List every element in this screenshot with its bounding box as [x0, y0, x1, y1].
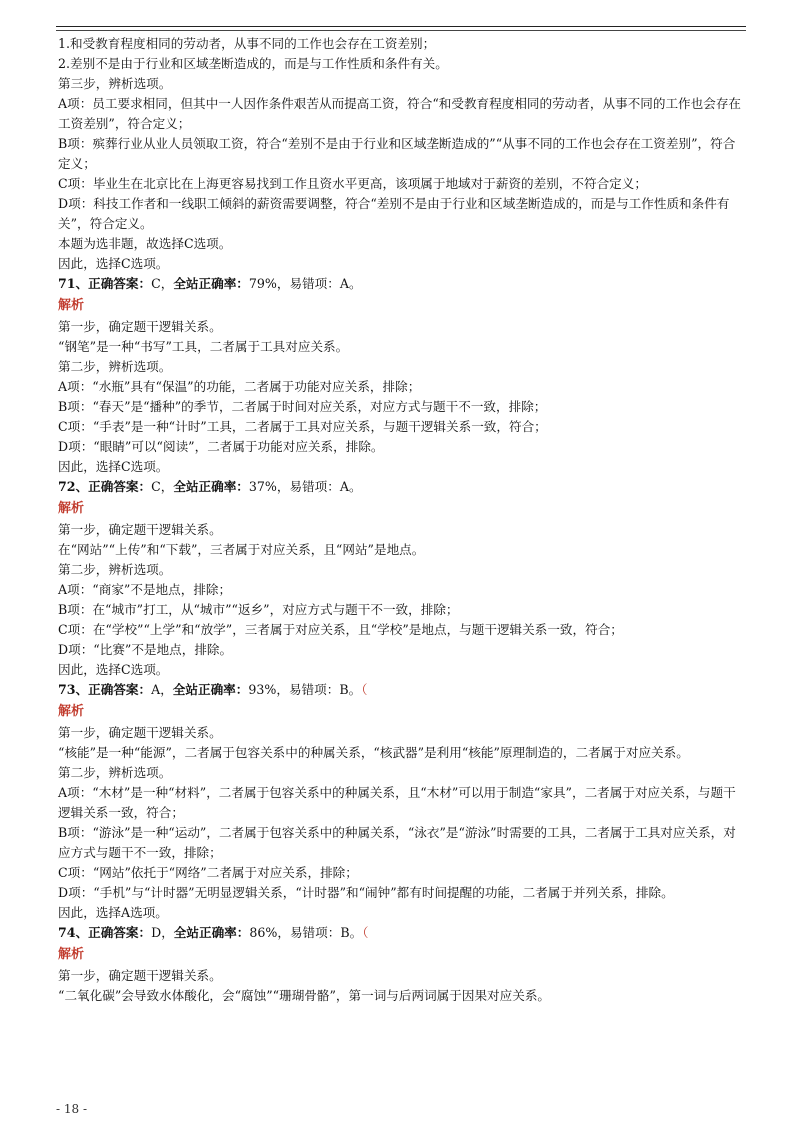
text-line: 第二步，辨析选项。 — [58, 359, 172, 374]
answer-line: 74、正确答案：D，全站正确率：86%，易错项：B。（ — [58, 925, 369, 940]
text-line: C项：毕业生在北京比在上海更容易找到工作且资水平更高，该项属于地域对于薪资的差别，不符合定义； — [58, 176, 647, 191]
previous-question-continuation — [58, 34, 746, 274]
header-rule — [56, 26, 746, 27]
text-line: B项：在“城市”打工，从“城市”“返乡”，对应方式与题干不一致，排除； — [58, 602, 459, 617]
text-line: 因此，选择C选项。 — [58, 459, 169, 474]
question-74 — [58, 923, 746, 1006]
text-line: D项：“比赛”不是地点，排除。 — [58, 642, 233, 657]
analysis-heading: 解析 — [58, 501, 85, 516]
answer-line: 71、正确答案：C，全站正确率：79%，易错项：A。 — [58, 276, 362, 291]
text-line: B项：“游泳”是一种“运动”，二者属于包容关系中的种属关系，“泳衣”是“游泳”时需要的工具，二者属于工具对应关系，对应方式与题干不一致，排除； — [58, 825, 736, 860]
annotation-mark: （ — [362, 925, 369, 940]
text-line: 第一步，确定题干逻辑关系。 — [58, 725, 222, 740]
document-body — [58, 34, 746, 1006]
text-line: 第二步，辨析选项。 — [58, 765, 172, 780]
text-line: A项：“木材”是一种“材料”，二者属于包容关系中的种属关系，且“木材”可以用于制造“家具”，二者属于对应关系，与题干逻辑关系一致，符合； — [58, 785, 736, 820]
text-line: 2.差别不是由于行业和区域垄断造成的，而是与工作性质和条件有关。 — [58, 56, 448, 71]
page-number: - 18 - — [56, 1102, 88, 1116]
text-line: 因此，选择A选项。 — [58, 905, 168, 920]
text-line: A项：员工要求相同，但其中一人因作条件艰苦从而提高工资，符合“和受教育程度相同的劳动者，从事不同的工作也会存在工资差别”，符合定义； — [58, 96, 742, 131]
text-line: D项：“手机”与“计时器”无明显逻辑关系，“计时器”和“闹钟”都有时间提醒的功能，二者属于并列关系，排除。 — [58, 885, 674, 900]
text-line: 因此，选择C选项。 — [58, 662, 169, 677]
text-line: 第一步，确定题干逻辑关系。 — [58, 319, 222, 334]
header-rule-thin — [56, 30, 746, 31]
question-72 — [58, 477, 746, 680]
text-line: B项：“春天”是“播种”的季节，二者属于时间对应关系，对应方式与题干不一致，排除； — [58, 399, 547, 414]
text-line: 因此，选择C选项。 — [58, 256, 169, 271]
text-line: “二氧化碳”会导致水体酸化，会“腐蚀”“珊瑚骨骼”，第一词与后两词属于因果对应关系。 — [58, 988, 551, 1003]
question-73 — [58, 680, 746, 923]
text-line: “钢笔”是一种“书写”工具，二者属于工具对应关系。 — [58, 339, 349, 354]
analysis-heading: 解析 — [58, 298, 85, 313]
analysis-heading: 解析 — [58, 947, 85, 962]
text-line: D项：科技工作者和一线职工倾斜的薪资需要调整，符合“差别不是由于行业和区域垄断造成的，而是与工作性质和条件有关”，符合定义。 — [58, 196, 730, 231]
text-line: 1.和受教育程度相同的劳动者，从事不同的工作也会存在工资差别； — [58, 36, 436, 51]
text-line: C项：在“学校”“上学”和“放学”，三者属于对应关系，且“学校”是地点，与题干逻辑关系一致，符合； — [58, 622, 623, 637]
text-line: 第二步，辨析选项。 — [58, 562, 172, 577]
analysis-heading: 解析 — [58, 704, 85, 719]
text-line: “核能”是一种“能源”，二者属于包容关系中的种属关系，“核武器”是利用“核能”原理制造的，二者属于对应关系。 — [58, 745, 689, 760]
answer-line: 72、正确答案：C，全站正确率：37%，易错项：A。 — [58, 479, 362, 494]
text-line: 在“网站”“上传”和“下载”，三者属于对应关系，且“网站”是地点。 — [58, 542, 425, 557]
text-line: A项：“水瓶”具有“保温”的功能，二者属于功能对应关系，排除； — [58, 379, 421, 394]
answer-line: 73、正确答案：A，全站正确率：93%，易错项：B。（ — [58, 682, 368, 697]
text-line: 第三步，辨析选项。 — [58, 76, 172, 91]
text-line: C项：“手表”是一种“计时”工具，二者属于工具对应关系，与题干逻辑关系一致，符合； — [58, 419, 547, 434]
text-line: D项：“眼睛”可以“阅读”，二者属于功能对应关系，排除。 — [58, 439, 384, 454]
text-line: 第一步，确定题干逻辑关系。 — [58, 968, 222, 983]
annotation-mark: （ — [361, 682, 368, 697]
question-71 — [58, 274, 746, 477]
text-line: B项：殡葬行业从业人员领取工资，符合“差别不是由于行业和区域垄断造成的”“从事不同的工作也会存在工资差别”，符合定义； — [58, 136, 736, 171]
text-line: 第一步，确定题干逻辑关系。 — [58, 522, 222, 537]
text-line: C项：“网站”依托于“网络”二者属于对应关系，排除； — [58, 865, 358, 880]
text-line: 本题为选非题，故选择C选项。 — [58, 236, 232, 251]
text-line: A项：“商家”不是地点，排除； — [58, 582, 232, 597]
